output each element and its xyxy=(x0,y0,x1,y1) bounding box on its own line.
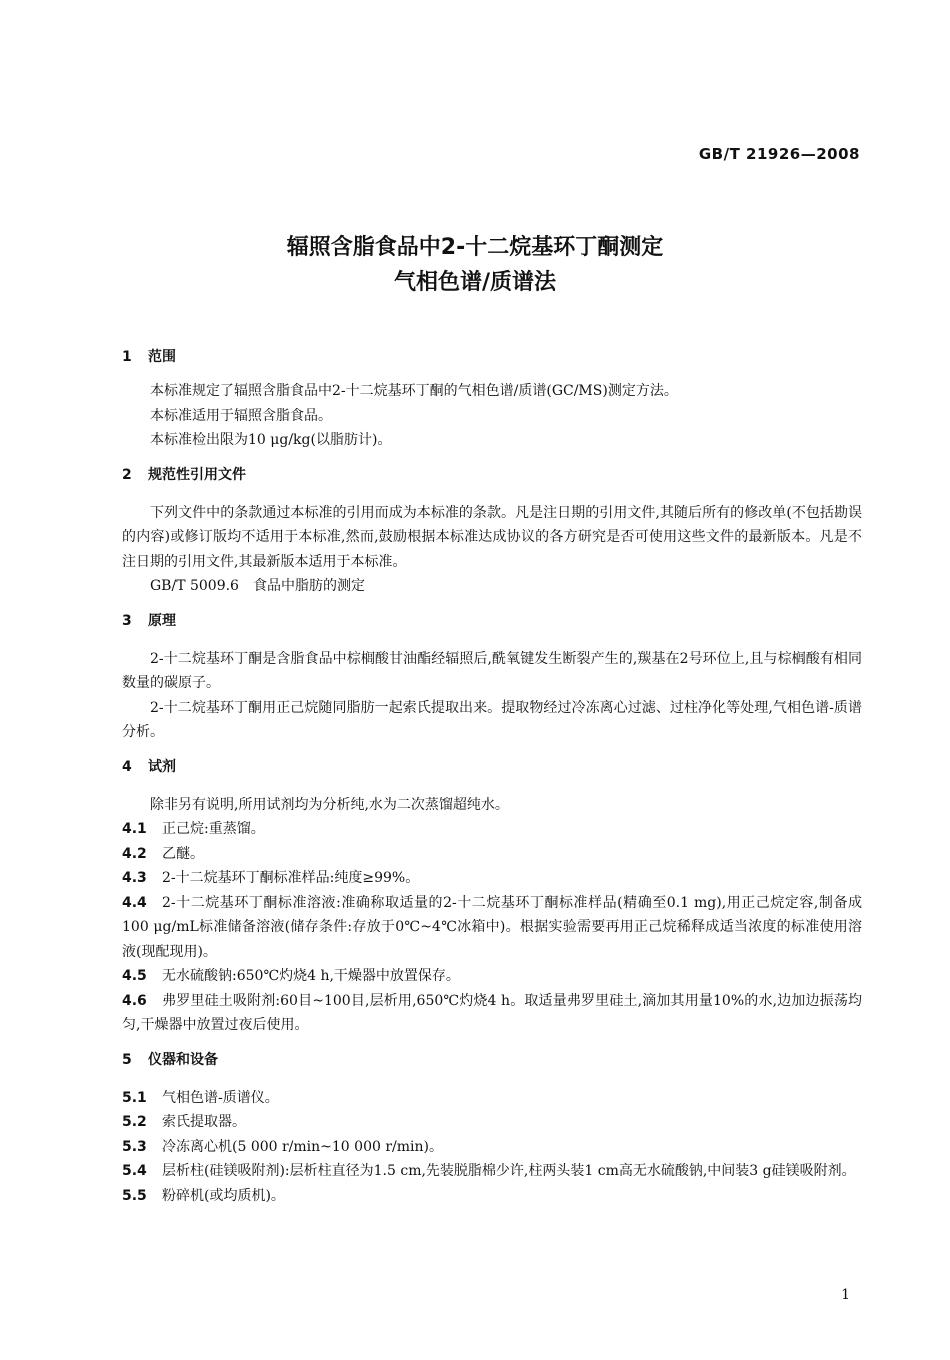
paragraph: 2-十二烷基环丁酮是含脂食品中棕榈酸甘油酯经辐照后,酰氧键发生断裂产生的,羰基在2号环位上,且与棕榈酸有相同数量的碳原子。 xyxy=(122,650,862,691)
section-heading: 3 原理 xyxy=(122,612,176,629)
section-heading: 2 规范性引用文件 xyxy=(122,466,246,483)
document-subtitle: 气相色谱/质谱法 xyxy=(393,270,557,295)
list-item: 4.6 弗罗里硅土吸附剂:60目~100目,层析用,650℃灼烧4 h。取适量弗罗里硅土,滴加其用量10%的水,边加边振荡均匀,干燥器中放置过夜后使用。 xyxy=(122,992,862,1033)
section-heading: 4 试剂 xyxy=(122,758,176,775)
list-item: 5.3 冷冻离心机(5 000 r/min~10 000 r/min)。 xyxy=(122,1138,443,1155)
paragraph: 本标准规定了辐照含脂食品中2-十二烷基环丁酮的气相色谱/质谱(GC/MS)测定方法。 xyxy=(150,383,678,399)
list-item: 4.4 2-十二烷基环丁酮标准溶液:准确称取适量的2-十二烷基环丁酮标准样品(精确至0.1 mg),用正己烷定容,制备成100 μg/mL标准储备溶液(储存条件:存放于0℃~4℃冰箱中)。根据实验需要再用正己烷稀释成适当浓度的标准使用溶液(现配现用)。 xyxy=(122,894,862,960)
paragraph: 本标准适用于辐照含脂食品。 xyxy=(150,407,332,424)
reference-item: GB/T 5009.6 食品中脂肪的测定 xyxy=(150,578,365,594)
list-item: 4.5 无水硫酸钠:650℃灼烧4 h,干燥器中放置保存。 xyxy=(122,968,460,984)
document-body xyxy=(122,345,862,1208)
paragraph: 本标准检出限为10 μg/kg(以脂肪计)。 xyxy=(150,432,392,448)
paragraph: 2-十二烷基环丁酮用正己烷随同脂肪一起索氏提取出来。提取物经过冷冻离心过滤、过柱净化等处理,气相色谱-质谱分析。 xyxy=(122,699,862,740)
paragraph: 除非另有说明,所用试剂均为分析纯,水为二次蒸馏超纯水。 xyxy=(150,796,509,813)
list-item: 5.2 索氏提取器。 xyxy=(122,1114,246,1130)
list-item: 5.1 气相色谱-质谱仪。 xyxy=(122,1089,279,1106)
page-number: 1 xyxy=(841,1287,850,1303)
paragraph: 下列文件中的条款通过本标准的引用而成为本标准的条款。凡是注日期的引用文件,其随后所有的修改单(不包括勘误的内容)或修订版均不适用于本标准,然而,鼓励根据本标准达成协议的各方研究是否可使用这些文件的最新版本。凡是不注日期的引用文件,其最新版本适用于本标准。 xyxy=(122,504,862,570)
list-item: 4.2 乙醚。 xyxy=(122,845,204,862)
document-title: 辐照含脂食品中2-十二烷基环丁酮测定 xyxy=(286,235,664,260)
section-heading: 1 范围 xyxy=(122,349,176,365)
standard-code: GB/T 21926—2008 xyxy=(698,145,860,163)
list-item: 5.4 层析柱(硅镁吸附剂):层析柱直径为1.5 cm,先装脱脂棉少许,柱两头装1 cm高无水硫酸钠,中间装3 g硅镁吸附剂。 xyxy=(122,1163,856,1179)
list-item: 4.3 2-十二烷基环丁酮标准样品:纯度≥99%。 xyxy=(122,870,420,886)
section-heading: 5 仪器和设备 xyxy=(122,1051,218,1068)
list-item: 5.5 粉碎机(或均质机)。 xyxy=(122,1187,285,1204)
list-item: 4.1 正己烷:重蒸馏。 xyxy=(122,821,265,837)
